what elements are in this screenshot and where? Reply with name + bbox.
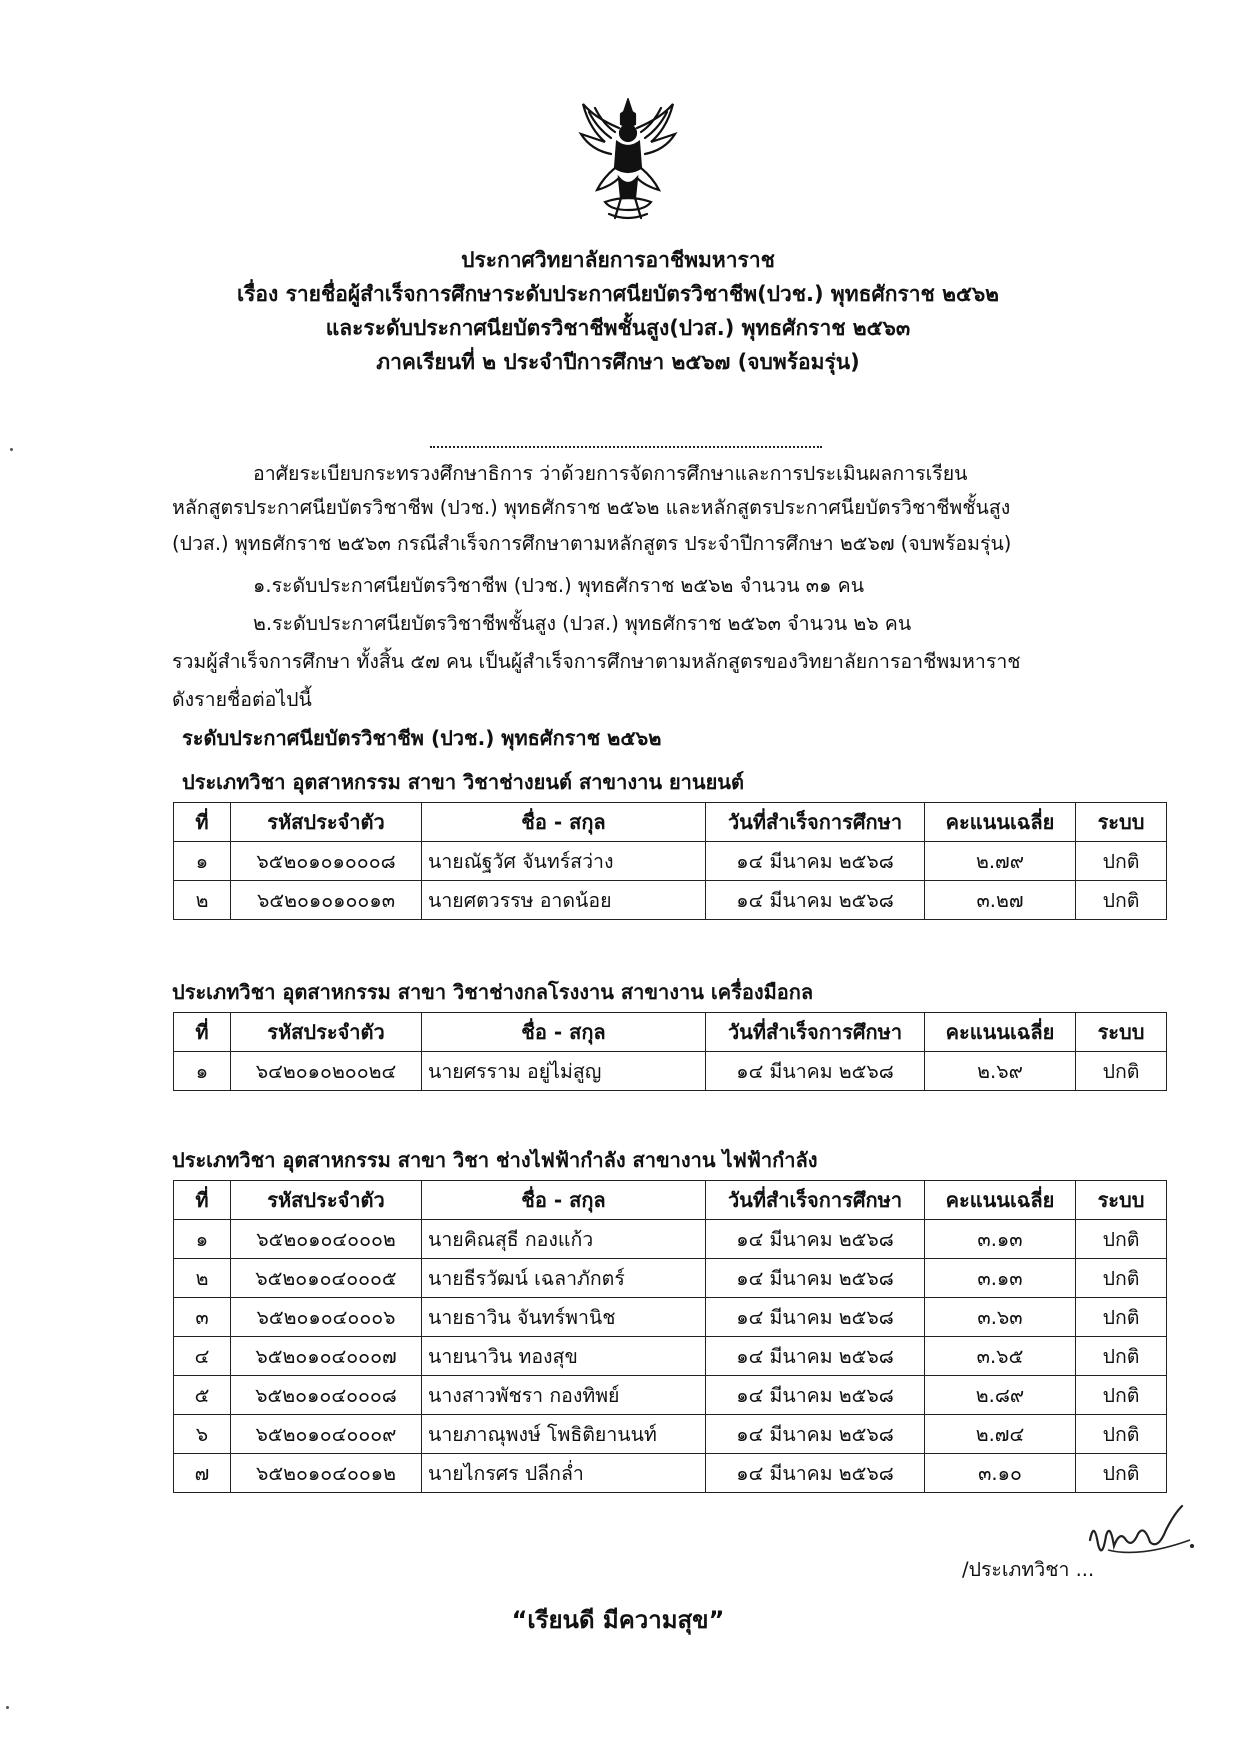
cell-system: ปกติ bbox=[1076, 842, 1167, 881]
body-count-pvs: ๒.ระดับประกาศนียบัตรวิชาชีพชั้นสูง (ปวส.) พุทธศักราช ๒๕๖๓ จำนวน ๒๖ คน bbox=[253, 612, 912, 635]
cell-id: ๖๔๒๐๑๐๒๐๐๒๔ bbox=[231, 1052, 422, 1091]
cell-no: ๓ bbox=[174, 1298, 231, 1337]
cell-no: ๑ bbox=[174, 1052, 231, 1091]
cell-no: ๒ bbox=[174, 1259, 231, 1298]
cell-gpa: ๓.๑๐ bbox=[925, 1454, 1076, 1493]
cell-id: ๖๕๒๐๑๐๔๐๐๐๖ bbox=[231, 1298, 422, 1337]
cell-name: นายนาวิน ทองสุข bbox=[422, 1337, 706, 1376]
group-title: ประเภทวิชา อุตสาหกรรม สาขา วิชา ช่างไฟฟ้ากำลัง สาขางาน ไฟฟ้ากำลัง bbox=[172, 1148, 818, 1172]
table-row bbox=[174, 1415, 1167, 1454]
cell-system: ปกติ bbox=[1076, 1259, 1167, 1298]
cell-system: ปกติ bbox=[1076, 1415, 1167, 1454]
cell-gpa: ๓.๖๓ bbox=[925, 1298, 1076, 1337]
col-system: ระบบ bbox=[1076, 803, 1167, 842]
scan-speck bbox=[10, 448, 13, 451]
body-count-pvc: ๑.ระดับประกาศนียบัตรวิชาชีพ (ปวช.) พุทธศักราช ๒๕๖๒ จำนวน ๓๑ คน bbox=[253, 574, 865, 597]
cell-id: ๖๕๒๐๑๐๔๐๐๐๙ bbox=[231, 1415, 422, 1454]
cell-system: ปกติ bbox=[1076, 1376, 1167, 1415]
cell-system: ปกติ bbox=[1076, 1337, 1167, 1376]
dotted-divider bbox=[430, 438, 822, 448]
cell-date: ๑๔ มีนาคม ๒๕๖๘ bbox=[706, 1298, 925, 1337]
cell-name: นายคิณสุธี กองแก้ว bbox=[422, 1220, 706, 1259]
cell-date: ๑๔ มีนาคม ๒๕๖๘ bbox=[706, 1415, 925, 1454]
cell-date: ๑๔ มีนาคม ๒๕๖๘ bbox=[706, 1220, 925, 1259]
cell-name: นายณัฐวัศ จันทร์สว่าง bbox=[422, 842, 706, 881]
group-title: ประเภทวิชา อุตสาหกรรม สาขา วิชาช่างยนต์ สาขางาน ยานยนต์ bbox=[182, 770, 744, 794]
body-list-intro: ดังรายชื่อต่อไปนี้ bbox=[172, 688, 312, 711]
col-no: ที่ bbox=[174, 1013, 231, 1052]
graduate-table bbox=[173, 1180, 1167, 1493]
cell-date: ๑๔ มีนาคม ๒๕๖๘ bbox=[706, 1454, 925, 1493]
cell-date: ๑๔ มีนาคม ๒๕๖๘ bbox=[706, 842, 925, 881]
announcement-title: ประกาศวิทยาลัยการอาชีพมหาราช bbox=[461, 248, 775, 272]
announcement-subject-line2: และระดับประกาศนียบัตรวิชาชีพชั้นสูง(ปวส.) พุทธศักราช ๒๕๖๓ bbox=[325, 316, 911, 340]
col-gpa: คะแนนเฉลี่ย bbox=[925, 803, 1076, 842]
col-id: รหัสประจำตัว bbox=[231, 803, 422, 842]
cell-system: ปกติ bbox=[1076, 881, 1167, 920]
cell-no: ๗ bbox=[174, 1454, 231, 1493]
cell-no: ๖ bbox=[174, 1415, 231, 1454]
table-row bbox=[174, 1052, 1167, 1091]
table-header-row bbox=[174, 803, 1167, 842]
cell-id: ๖๕๒๐๑๐๔๐๐๐๒ bbox=[231, 1220, 422, 1259]
body-paragraph-line2: หลักสูตรประกาศนียบัตรวิชาชีพ (ปวช.) พุทธศักราช ๒๕๖๒ และหลักสูตรประกาศนียบัตรวิชาชีพชั้นสูง bbox=[172, 496, 1011, 519]
signature-icon bbox=[1080, 1500, 1200, 1570]
cell-no: ๑ bbox=[174, 1220, 231, 1259]
cell-id: ๖๕๒๐๑๐๑๐๐๐๘ bbox=[231, 842, 422, 881]
body-paragraph-line1: อาศัยระเบียบกระทรวงศึกษาธิการ ว่าด้วยการจัดการศึกษาและการประเมินผลการเรียน bbox=[253, 462, 968, 485]
cell-name: นางสาวพัชรา กองทิพย์ bbox=[422, 1376, 706, 1415]
cell-gpa: ๓.๒๗ bbox=[925, 881, 1076, 920]
body-total: รวมผู้สำเร็จการศึกษา ทั้งสิ้น ๕๗ คน เป็นผู้สำเร็จการศึกษาตามหลักสูตรของวิทยาลัยการอาชีพมหาราช bbox=[172, 650, 1021, 673]
cell-gpa: ๓.๑๓ bbox=[925, 1220, 1076, 1259]
cell-no: ๔ bbox=[174, 1337, 231, 1376]
cell-gpa: ๓.๑๓ bbox=[925, 1259, 1076, 1298]
level-title: ระดับประกาศนียบัตรวิชาชีพ (ปวช.) พุทธศักราช ๒๕๖๒ bbox=[182, 726, 662, 750]
col-gpa: คะแนนเฉลี่ย bbox=[925, 1013, 1076, 1052]
cell-gpa: ๒.๘๙ bbox=[925, 1376, 1076, 1415]
cell-no: ๑ bbox=[174, 842, 231, 881]
col-no: ที่ bbox=[174, 803, 231, 842]
cell-date: ๑๔ มีนาคม ๒๕๖๘ bbox=[706, 1259, 925, 1298]
table-row bbox=[174, 1220, 1167, 1259]
college-motto: “เรียนดี มีความสุข” bbox=[511, 1606, 725, 1634]
col-name: ชื่อ - สกุล bbox=[422, 1013, 706, 1052]
cell-system: ปกติ bbox=[1076, 1454, 1167, 1493]
cell-gpa: ๒.๗๙ bbox=[925, 842, 1076, 881]
cell-date: ๑๔ มีนาคม ๒๕๖๘ bbox=[706, 881, 925, 920]
table-row bbox=[174, 1454, 1167, 1493]
table-row bbox=[174, 1259, 1167, 1298]
col-id: รหัสประจำตัว bbox=[231, 1181, 422, 1220]
col-id: รหัสประจำตัว bbox=[231, 1013, 422, 1052]
cell-gpa: ๒.๖๙ bbox=[925, 1052, 1076, 1091]
table-row bbox=[174, 1298, 1167, 1337]
col-system: ระบบ bbox=[1076, 1013, 1167, 1052]
cell-gpa: ๓.๖๕ bbox=[925, 1337, 1076, 1376]
continuation-note: /ประเภทวิชา ... bbox=[962, 1558, 1095, 1581]
table-row bbox=[174, 1376, 1167, 1415]
table-row bbox=[174, 1337, 1167, 1376]
col-gpa: คะแนนเฉลี่ย bbox=[925, 1181, 1076, 1220]
announcement-subject-line3: ภาคเรียนที่ ๒ ประจำปีการศึกษา ๒๕๖๗ (จบพร้อมรุ่น) bbox=[376, 350, 860, 374]
table-header-row bbox=[174, 1181, 1167, 1220]
cell-id: ๖๕๒๐๑๐๔๐๐๐๘ bbox=[231, 1376, 422, 1415]
cell-no: ๕ bbox=[174, 1376, 231, 1415]
cell-gpa: ๒.๗๔ bbox=[925, 1415, 1076, 1454]
cell-system: ปกติ bbox=[1076, 1298, 1167, 1337]
cell-date: ๑๔ มีนาคม ๒๕๖๘ bbox=[706, 1337, 925, 1376]
body-paragraph-line3: (ปวส.) พุทธศักราช ๒๕๖๓ กรณีสำเร็จการศึกษาตามหลักสูตร ประจำปีการศึกษา ๒๕๖๗ (จบพร้อมรุ่น) bbox=[172, 532, 1012, 555]
col-date: วันที่สำเร็จการศึกษา bbox=[706, 1013, 925, 1052]
col-no: ที่ bbox=[174, 1181, 231, 1220]
table-row bbox=[174, 842, 1167, 881]
col-date: วันที่สำเร็จการศึกษา bbox=[706, 803, 925, 842]
table-header-row bbox=[174, 1013, 1167, 1052]
group-title: ประเภทวิชา อุตสาหกรรม สาขา วิชาช่างกลโรงงาน สาขางาน เครื่องมือกล bbox=[172, 980, 814, 1004]
cell-name: นายภาณุพงษ์ โพธิติยานนท์ bbox=[422, 1415, 706, 1454]
announcement-subject: เรื่อง รายชื่อผู้สำเร็จการศึกษาระดับประกาศนียบัตรวิชาชีพ(ปวช.) พุทธศักราช ๒๕๖๒ bbox=[236, 282, 1000, 306]
table-row bbox=[174, 881, 1167, 920]
col-date: วันที่สำเร็จการศึกษา bbox=[706, 1181, 925, 1220]
cell-id: ๖๕๒๐๑๐๔๐๐๑๒ bbox=[231, 1454, 422, 1493]
cell-name: นายศรราม อยู่ไม่สูญ bbox=[422, 1052, 706, 1091]
col-name: ชื่อ - สกุล bbox=[422, 1181, 706, 1220]
cell-name: นายไกรศร ปลีกล่ำ bbox=[422, 1454, 706, 1493]
cell-name: นายธาวิน จันทร์พานิช bbox=[422, 1298, 706, 1337]
graduate-table bbox=[173, 1012, 1167, 1091]
col-system: ระบบ bbox=[1076, 1181, 1167, 1220]
cell-system: ปกติ bbox=[1076, 1052, 1167, 1091]
scan-speck bbox=[6, 1706, 9, 1709]
cell-system: ปกติ bbox=[1076, 1220, 1167, 1259]
cell-no: ๒ bbox=[174, 881, 231, 920]
cell-date: ๑๔ มีนาคม ๒๕๖๘ bbox=[706, 1376, 925, 1415]
cell-name: นายธีรวัฒน์ เฉลาภักตร์ bbox=[422, 1259, 706, 1298]
cell-name: นายศตวรรษ อาดน้อย bbox=[422, 881, 706, 920]
cell-date: ๑๔ มีนาคม ๒๕๖๘ bbox=[706, 1052, 925, 1091]
cell-id: ๖๕๒๐๑๐๔๐๐๐๕ bbox=[231, 1259, 422, 1298]
graduate-table bbox=[173, 802, 1167, 920]
cell-id: ๖๕๒๐๑๐๔๐๐๐๗ bbox=[231, 1337, 422, 1376]
cell-id: ๖๕๒๐๑๐๑๐๐๑๓ bbox=[231, 881, 422, 920]
col-name: ชื่อ - สกุล bbox=[422, 803, 706, 842]
garuda-emblem-icon bbox=[575, 98, 681, 223]
